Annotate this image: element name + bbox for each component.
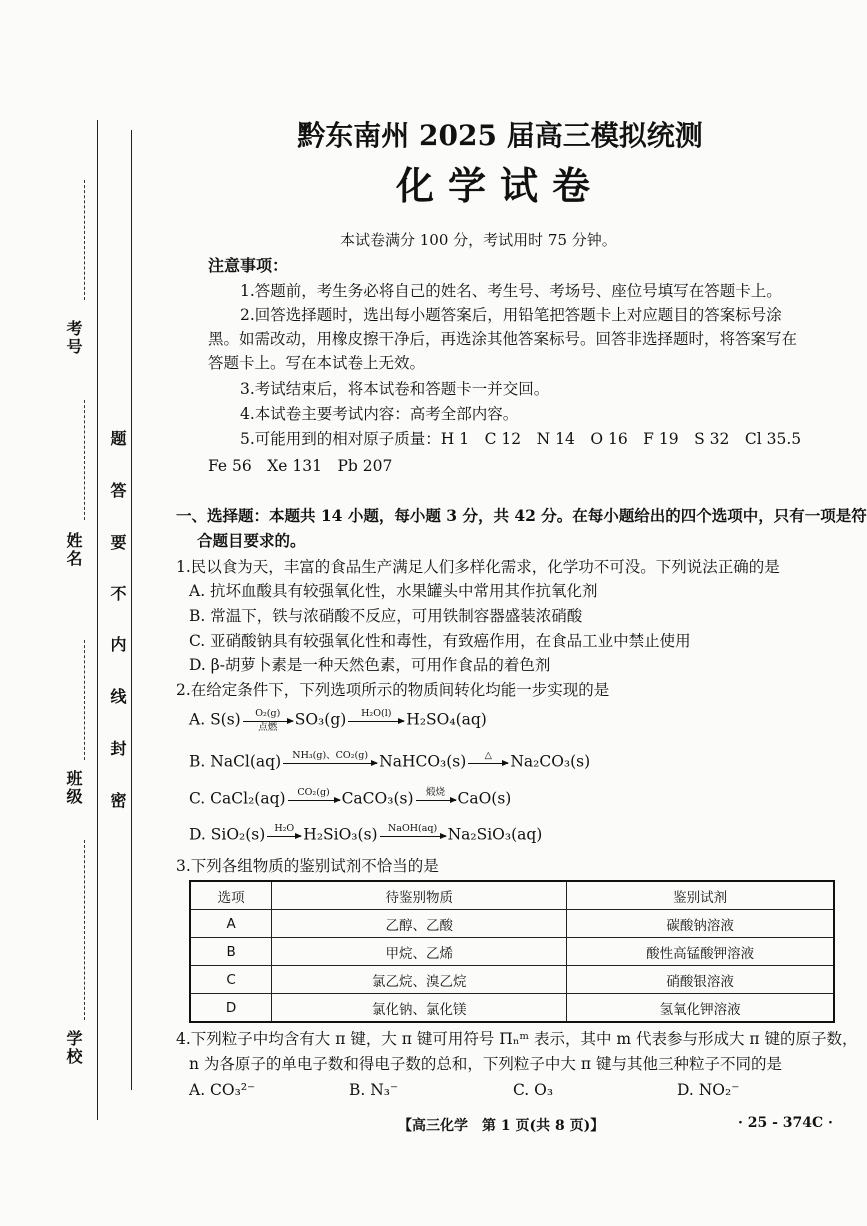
note-2a: 2.回答选择题时，选出每小题答案后，用铅笔把答题卡上对应题目的答案标号涂 [240,306,782,324]
q2b-cond2: △ [484,750,492,761]
school-label: 学校 [64,1030,83,1066]
note-4: 4.本试卷主要考试内容：高考全部内容。 [240,405,519,423]
note-1: 1.答题前，考生务必将自己的姓名、考生号、考场号、座位号填写在答题卡上。 [240,282,782,300]
page-footer: 【高三化学 第 1 页(共 8 页)】 [398,1118,605,1134]
cell-option: B [190,938,272,966]
seal-char-5: 内 [108,636,127,654]
q3-stem: 3.下列各组物质的鉴别试剂不恰当的是 [176,857,439,875]
table-header-row [190,881,834,910]
q2b-label: B. [189,752,206,771]
note-3: 3.考试结束后，将本试卷和答题卡一并交回。 [240,380,550,398]
seal-char-6: 线 [108,688,127,706]
name-label: 姓名 [64,532,83,568]
q3-table [189,880,835,1023]
q2d-cond2: NaOH(aq) [387,823,438,834]
reaction-arrow [267,823,301,848]
seal-char-4: 不 [108,585,127,603]
q2d-s3: Na₂SiO₃(aq) [447,825,543,844]
q2a-s3: H₂SO₄(aq) [406,710,487,729]
q2d-s1: SiO₂(s) [210,825,266,844]
section1-heading-b: 合题目要求的。 [197,531,306,550]
cell-option: A [190,910,272,938]
seal-char-1: 题 [108,430,127,448]
q4-option-c: C. O₃ [513,1081,554,1099]
q2c-label: C. [189,789,206,808]
cell-reagent: 硝酸银溶液 [567,966,834,994]
seal-char-3: 要 [108,534,127,552]
subject-title: 化学试卷 [395,163,604,208]
q2b-s2: NaHCO₃(s) [379,752,467,771]
cell-substances: 甲烷、乙烯 [272,938,567,966]
q4-option-a: A. CO₃²⁻ [189,1081,256,1099]
note-5a: 5.可能用到的相对原子质量：H 1 C 12 N 14 O 16 F 19 S 32 Cl 35.5 [240,430,802,448]
q2b-s3: Na₂CO₃(s) [510,752,591,771]
cell-reagent: 碳酸钠溶液 [567,910,834,938]
q2-option-b [189,750,590,775]
table-row [190,966,834,994]
q2a-s1: S(s) [210,710,241,729]
reaction-arrow [348,708,404,733]
q4-stem-a: 4.下列粒子中均含有大 π 键，大 π 键可用符号 Πₙᵐ 表示，其中 m 代表参与形成大 π 键的原子数， [176,1030,858,1048]
table-row [190,910,834,938]
note-2c: 答题卡上。写在本试卷上无效。 [208,354,426,372]
q2b-s1: NaCl(aq) [210,752,282,771]
section1-heading-a: 一、选择题：本题共 14 小题，每小题 3 分，共 42 分。在每小题给出的四个选项中，只有一项是符 [176,506,867,525]
reaction-arrow [380,823,446,848]
q2a-cond1b: 点燃 [258,722,278,733]
col-header-substances: 待鉴别物质 [272,881,567,910]
q4-stem-b: n 为各原子的单电子数和得电子数的总和，下列粒子中大 π 键与其他三种粒子不同的是 [189,1055,782,1073]
q2c-s2: CaCO₃(s) [341,789,414,808]
q2a-cond1: O₂(g) [255,708,281,719]
name-field[interactable] [84,400,85,520]
cell-option: D [190,994,272,1023]
q1-option-a: A. 抗坏血酸具有较强氧化性，水果罐头中常用其作抗氧化剂 [189,582,598,600]
q2a-cond2: H₂O(l) [361,708,392,719]
col-header-reagent: 鉴别试剂 [567,881,834,910]
q1-option-b: B. 常温下，铁与浓硝酸不反应，可用铁制容器盛装浓硝酸 [189,607,583,625]
seal-char-8: 密 [108,792,127,810]
note-5b: Fe 56 Xe 131 Pb 207 [208,457,393,475]
q2c-cond1: CO₂(g) [297,787,330,798]
binding-line-outer [97,120,98,1120]
table-row [190,994,834,1023]
exam-title: 黔东南州 2025 届高三模拟统测 [297,119,703,152]
q2d-label: D. [189,825,206,844]
q4-option-d: D. NO₂⁻ [677,1081,740,1099]
cell-option: C [190,966,272,994]
paper-code: · 25 - 374C · [738,1115,833,1131]
q2d-cond1: H₂O [274,823,295,834]
cell-reagent: 氢氧化钾溶液 [567,994,834,1023]
q1-option-d: D. β-胡萝卜素是一种天然色素，可用作食品的着色剂 [189,656,551,674]
reaction-arrow [288,787,340,812]
q2-option-a [189,708,487,733]
reaction-arrow [243,708,293,733]
q1-stem: 1.民以食为天，丰富的食品生产满足人们多样化需求，化学功不可没。下列说法正确的是 [176,558,780,576]
cell-reagent: 酸性高锰酸钾溶液 [567,938,834,966]
exam-info: 本试卷满分 100 分，考试用时 75 分钟。 [340,231,617,249]
seal-char-2: 答 [108,482,127,500]
binding-line-inner [131,130,132,1090]
seal-char-7: 封 [108,740,127,758]
q4-option-b: B. N₃⁻ [349,1081,399,1099]
reaction-arrow [416,787,456,812]
class-label: 班级 [64,770,83,806]
q2-stem: 2.在给定条件下，下列选项所示的物质间转化均能一步实现的是 [176,681,610,699]
cell-substances: 氯乙烷、溴乙烷 [272,966,567,994]
notes-heading: 注意事项： [208,256,289,275]
col-header-option: 选项 [190,881,272,910]
school-field[interactable] [84,840,85,1020]
reaction-arrow [468,750,508,775]
class-field[interactable] [84,640,85,760]
cell-substances: 乙醇、乙酸 [272,910,567,938]
reaction-arrow [283,750,377,775]
q2c-cond2: 煅烧 [425,787,445,798]
q2a-s2: SO₃(g) [294,710,347,729]
q2c-s3: CaO(s) [457,789,512,808]
q1-option-c: C. 亚硝酸钠具有较强氧化性和毒性，有致癌作用，在食品工业中禁止使用 [189,632,691,650]
q2c-s1: CaCl₂(aq) [210,789,286,808]
q2-option-d [189,823,542,848]
q2a-label: A. [189,710,206,729]
table-row [190,938,834,966]
exam-number-label: 考号 [64,320,83,356]
q2-option-c [189,787,511,812]
cell-substances: 氯化钠、氯化镁 [272,994,567,1023]
note-2b: 黑。如需改动，用橡皮擦干净后，再选涂其他答案标号。回答非选择题时，将答案写在 [208,330,798,348]
q2d-s2: H₂SiO₃(s) [303,825,378,844]
q2b-cond1: NH₃(g)、CO₂(g) [292,750,369,761]
